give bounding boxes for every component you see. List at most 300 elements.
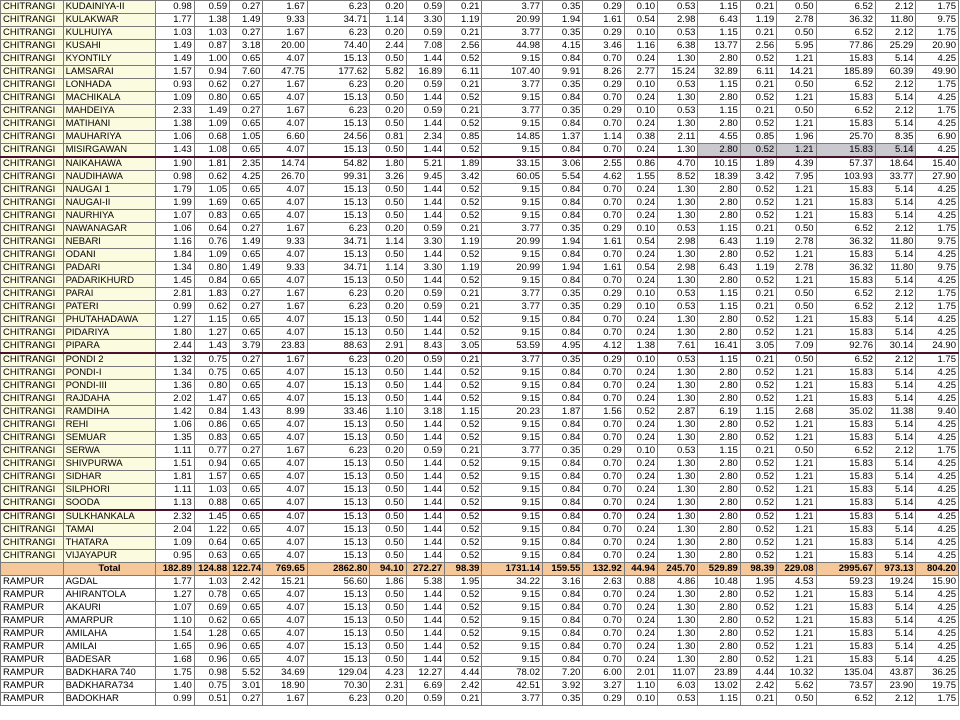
cell-value[interactable]: 4.15: [543, 40, 583, 53]
cell-value[interactable]: 15.24: [658, 66, 698, 79]
cell-value[interactable]: 4.25: [916, 458, 959, 471]
cell-value[interactable]: 1.81: [156, 471, 194, 484]
cell-value[interactable]: 0.94: [194, 458, 229, 471]
cell-value[interactable]: 9.15: [482, 314, 543, 327]
cell-value[interactable]: 1.15: [445, 406, 482, 419]
cell-value[interactable]: 34.69: [263, 667, 307, 680]
cell-value[interactable]: 1.30: [658, 458, 698, 471]
cell-value[interactable]: 4.25: [916, 550, 959, 563]
cell-value[interactable]: 4.07: [263, 419, 307, 432]
cell-value[interactable]: 0.52: [445, 249, 482, 262]
cell-value[interactable]: 1.43: [194, 340, 229, 354]
cell-value[interactable]: 15.13: [307, 537, 370, 550]
cell-value[interactable]: 0.70: [583, 380, 624, 393]
cell-block[interactable]: RAMPUR: [1, 667, 64, 680]
cell-value[interactable]: 0.59: [406, 353, 444, 367]
cell-value[interactable]: 0.20: [370, 223, 406, 236]
cell-value[interactable]: 6.52: [816, 27, 876, 40]
cell-value[interactable]: 0.84: [543, 197, 583, 210]
cell-value[interactable]: 9.15: [482, 589, 543, 602]
cell-value[interactable]: 0.84: [543, 484, 583, 497]
cell-value[interactable]: 0.52: [740, 524, 776, 537]
cell-value[interactable]: 4.25: [916, 510, 959, 524]
cell-value[interactable]: 1.89: [740, 157, 776, 171]
cell-value[interactable]: 15.13: [307, 249, 370, 262]
cell-value[interactable]: 0.53: [658, 288, 698, 301]
cell-value[interactable]: 0.35: [543, 301, 583, 314]
cell-value[interactable]: 0.84: [543, 641, 583, 654]
cell-value[interactable]: 4.07: [263, 249, 307, 262]
cell-value[interactable]: 15.83: [816, 184, 876, 197]
cell-value[interactable]: 1.19: [445, 14, 482, 27]
cell-village[interactable]: PONDI 2: [63, 353, 156, 367]
cell-value[interactable]: 1.44: [406, 510, 444, 524]
cell-value[interactable]: 0.77: [194, 445, 229, 458]
cell-value[interactable]: 0.70: [583, 589, 624, 602]
cell-value[interactable]: 5.14: [876, 524, 916, 537]
cell-value[interactable]: 0.52: [740, 184, 776, 197]
cell-value[interactable]: 0.65: [230, 419, 263, 432]
cell-value[interactable]: 0.21: [445, 693, 482, 706]
cell-value[interactable]: 1.15: [698, 693, 740, 706]
cell-value[interactable]: 2.02: [156, 393, 194, 406]
cell-value[interactable]: 5.14: [876, 197, 916, 210]
cell-value[interactable]: 4.07: [263, 510, 307, 524]
cell-value[interactable]: 0.70: [583, 615, 624, 628]
cell-value[interactable]: 0.20: [370, 79, 406, 92]
cell-value[interactable]: 15.13: [307, 615, 370, 628]
cell-value[interactable]: 0.20: [370, 288, 406, 301]
cell-value[interactable]: 33.15: [482, 157, 543, 171]
cell-value[interactable]: 0.53: [658, 301, 698, 314]
cell-value[interactable]: 4.07: [263, 524, 307, 537]
cell-value[interactable]: 0.62: [194, 171, 229, 184]
cell-value[interactable]: 9.15: [482, 654, 543, 667]
cell-value[interactable]: 70.30: [307, 680, 370, 693]
cell-value[interactable]: 1.44: [406, 327, 444, 340]
cell-value[interactable]: 15.13: [307, 327, 370, 340]
cell-value[interactable]: 1.21: [777, 314, 816, 327]
cell-value[interactable]: 19.75: [916, 680, 959, 693]
cell-value[interactable]: 0.59: [406, 105, 444, 118]
cell-value[interactable]: 1.68: [156, 654, 194, 667]
cell-value[interactable]: 5.14: [876, 380, 916, 393]
cell-value[interactable]: 0.52: [740, 210, 776, 223]
cell-value[interactable]: 9.15: [482, 197, 543, 210]
cell-village[interactable]: BADOKHAR: [63, 693, 156, 706]
cell-value[interactable]: 0.84: [543, 275, 583, 288]
cell-value[interactable]: 0.83: [194, 210, 229, 223]
cell-value[interactable]: 0.78: [194, 589, 229, 602]
cell-block[interactable]: CHITRANGI: [1, 53, 64, 66]
cell-value[interactable]: 2.80: [698, 602, 740, 615]
cell-value[interactable]: 12.27: [406, 667, 444, 680]
cell-value[interactable]: 35.02: [816, 406, 876, 419]
cell-value[interactable]: 3.16: [543, 576, 583, 589]
cell-value[interactable]: 36.32: [816, 236, 876, 249]
cell-value[interactable]: 2.80: [698, 458, 740, 471]
cell-value[interactable]: 0.52: [445, 393, 482, 406]
cell-value[interactable]: 0.50: [370, 432, 406, 445]
cell-value[interactable]: 2.12: [876, 79, 916, 92]
cell-block[interactable]: CHITRANGI: [1, 157, 64, 171]
cell-value[interactable]: 15.13: [307, 393, 370, 406]
cell-value[interactable]: 0.20: [370, 1, 406, 14]
cell-value[interactable]: 1.34: [156, 262, 194, 275]
cell-value[interactable]: 4.62: [583, 171, 624, 184]
cell-village[interactable]: NAUDIHAWA: [63, 171, 156, 184]
cell-value[interactable]: 1.30: [658, 419, 698, 432]
cell-value[interactable]: 1.44: [406, 367, 444, 380]
cell-block[interactable]: CHITRANGI: [1, 210, 64, 223]
cell-value[interactable]: 1.07: [156, 602, 194, 615]
cell-value[interactable]: 1.44: [406, 641, 444, 654]
cell-value[interactable]: 5.14: [876, 367, 916, 380]
cell-value[interactable]: 0.10: [624, 27, 657, 40]
cell-value[interactable]: 0.27: [230, 223, 263, 236]
cell-block[interactable]: CHITRANGI: [1, 262, 64, 275]
cell-value[interactable]: 16.89: [406, 66, 444, 79]
cell-value[interactable]: 0.84: [543, 393, 583, 406]
cell-value[interactable]: 15.83: [816, 53, 876, 66]
cell-value[interactable]: 3.92: [543, 680, 583, 693]
cell-value[interactable]: 0.50: [777, 79, 816, 92]
cell-value[interactable]: 1.56: [583, 406, 624, 419]
cell-value[interactable]: 0.10: [624, 79, 657, 92]
cell-village[interactable]: PIDARIYA: [63, 327, 156, 340]
cell-value[interactable]: 0.52: [445, 92, 482, 105]
cell-value[interactable]: 0.50: [370, 550, 406, 563]
cell-value[interactable]: 4.23: [370, 667, 406, 680]
cell-value[interactable]: 6.52: [816, 353, 876, 367]
cell-value[interactable]: 1.65: [156, 641, 194, 654]
cell-value[interactable]: 0.70: [583, 393, 624, 406]
cell-value[interactable]: 43.87: [876, 667, 916, 680]
cell-value[interactable]: 0.35: [543, 105, 583, 118]
cell-value[interactable]: 1.30: [658, 210, 698, 223]
cell-value[interactable]: 2.80: [698, 471, 740, 484]
cell-value[interactable]: 0.24: [624, 380, 657, 393]
cell-value[interactable]: 0.50: [370, 249, 406, 262]
cell-value[interactable]: 1.30: [658, 615, 698, 628]
cell-value[interactable]: 0.20: [370, 301, 406, 314]
cell-value[interactable]: 1.21: [777, 615, 816, 628]
cell-value[interactable]: 33.77: [876, 171, 916, 184]
cell-value[interactable]: 0.54: [624, 262, 657, 275]
cell-village[interactable]: PATERI: [63, 301, 156, 314]
cell-value[interactable]: 7.09: [777, 340, 816, 354]
cell-value[interactable]: 1.44: [406, 184, 444, 197]
cell-value[interactable]: 73.57: [816, 680, 876, 693]
cell-value[interactable]: 103.93: [816, 171, 876, 184]
cell-value[interactable]: 1.30: [658, 497, 698, 511]
cell-value[interactable]: 0.64: [194, 537, 229, 550]
cell-village[interactable]: MAHDEIYA: [63, 105, 156, 118]
cell-value[interactable]: 0.65: [230, 458, 263, 471]
cell-value[interactable]: 9.15: [482, 524, 543, 537]
cell-value[interactable]: 0.27: [230, 105, 263, 118]
cell-value[interactable]: 16.41: [698, 340, 740, 354]
cell-value[interactable]: 0.29: [583, 223, 624, 236]
cell-village[interactable]: PARAI: [63, 288, 156, 301]
cell-value[interactable]: 7.95: [777, 171, 816, 184]
cell-value[interactable]: 4.25: [230, 171, 263, 184]
cell-block[interactable]: CHITRANGI: [1, 340, 64, 354]
cell-value[interactable]: 0.52: [445, 314, 482, 327]
cell-value[interactable]: 769.65: [263, 563, 307, 576]
cell-value[interactable]: 6.23: [307, 105, 370, 118]
cell-value[interactable]: 9.75: [916, 262, 959, 275]
cell-value[interactable]: 3.05: [445, 340, 482, 354]
cell-value[interactable]: 1.67: [263, 445, 307, 458]
cell-value[interactable]: 1.30: [658, 327, 698, 340]
cell-value[interactable]: 132.92: [583, 563, 624, 576]
cell-value[interactable]: 1.79: [156, 184, 194, 197]
cell-village[interactable]: KULHUIYA: [63, 27, 156, 40]
cell-value[interactable]: 0.10: [624, 105, 657, 118]
cell-value[interactable]: 9.15: [482, 602, 543, 615]
cell-value[interactable]: 6.23: [307, 223, 370, 236]
cell-value[interactable]: 0.21: [445, 353, 482, 367]
cell-block[interactable]: CHITRANGI: [1, 1, 64, 14]
cell-value[interactable]: 0.50: [370, 654, 406, 667]
cell-village[interactable]: LAMSARAI: [63, 66, 156, 79]
cell-value[interactable]: 0.24: [624, 471, 657, 484]
cell-value[interactable]: 124.88: [194, 563, 229, 576]
cell-value[interactable]: 15.83: [816, 118, 876, 131]
cell-value[interactable]: 185.89: [816, 66, 876, 79]
cell-value[interactable]: 0.21: [740, 105, 776, 118]
cell-value[interactable]: 25.29: [876, 40, 916, 53]
cell-value[interactable]: 15.13: [307, 197, 370, 210]
cell-value[interactable]: 2.81: [156, 288, 194, 301]
cell-value[interactable]: 0.62: [194, 79, 229, 92]
cell-value[interactable]: 6.23: [307, 693, 370, 706]
cell-value[interactable]: 0.52: [445, 471, 482, 484]
cell-value[interactable]: 0.50: [370, 184, 406, 197]
cell-value[interactable]: 1.07: [156, 210, 194, 223]
cell-value[interactable]: 23.90: [876, 680, 916, 693]
cell-value[interactable]: 1.67: [263, 105, 307, 118]
cell-village[interactable]: AMILAI: [63, 641, 156, 654]
cell-value[interactable]: 1.15: [194, 314, 229, 327]
cell-value[interactable]: 15.83: [816, 419, 876, 432]
cell-value[interactable]: 1.75: [916, 105, 959, 118]
cell-value[interactable]: 9.15: [482, 419, 543, 432]
cell-value[interactable]: 9.15: [482, 393, 543, 406]
cell-value[interactable]: 4.07: [263, 92, 307, 105]
cell-value[interactable]: 0.70: [583, 118, 624, 131]
cell-value[interactable]: 5.14: [876, 249, 916, 262]
cell-value[interactable]: 0.50: [777, 223, 816, 236]
cell-value[interactable]: 0.29: [583, 27, 624, 40]
cell-value[interactable]: 4.07: [263, 432, 307, 445]
cell-block[interactable]: CHITRANGI: [1, 419, 64, 432]
cell-value[interactable]: 1.06: [156, 131, 194, 144]
cell-value[interactable]: 1.30: [658, 510, 698, 524]
cell-value[interactable]: 15.13: [307, 275, 370, 288]
cell-value[interactable]: 4.07: [263, 641, 307, 654]
cell-value[interactable]: 2995.67: [816, 563, 876, 576]
cell-value[interactable]: 34.71: [307, 236, 370, 249]
cell-value[interactable]: 0.59: [406, 79, 444, 92]
cell-value[interactable]: 0.84: [543, 144, 583, 158]
cell-value[interactable]: 0.84: [543, 497, 583, 511]
cell-value[interactable]: 1.44: [406, 393, 444, 406]
cell-value[interactable]: 1.15: [698, 301, 740, 314]
cell-block[interactable]: CHITRANGI: [1, 471, 64, 484]
cell-value[interactable]: 0.70: [583, 654, 624, 667]
cell-value[interactable]: 0.70: [583, 53, 624, 66]
cell-value[interactable]: 15.13: [307, 419, 370, 432]
cell-value[interactable]: 0.65: [230, 615, 263, 628]
cell-value[interactable]: 1.30: [658, 602, 698, 615]
cell-village[interactable]: AMILAHA: [63, 628, 156, 641]
cell-value[interactable]: 1.27: [194, 327, 229, 340]
cell-value[interactable]: 2.91: [370, 340, 406, 354]
cell-value[interactable]: 4.25: [916, 497, 959, 511]
cell-value[interactable]: 5.14: [876, 184, 916, 197]
cell-value[interactable]: 1.03: [194, 27, 229, 40]
cell-value[interactable]: 15.83: [816, 589, 876, 602]
cell-village[interactable]: NAWANAGAR: [63, 223, 156, 236]
cell-value[interactable]: 0.24: [624, 602, 657, 615]
cell-value[interactable]: 1.37: [543, 131, 583, 144]
cell-value[interactable]: 3.77: [482, 79, 543, 92]
cell-value[interactable]: 1.16: [156, 236, 194, 249]
cell-value[interactable]: 0.29: [583, 105, 624, 118]
cell-value[interactable]: 804.20: [916, 563, 959, 576]
cell-value[interactable]: 1.30: [658, 628, 698, 641]
cell-value[interactable]: 0.50: [370, 510, 406, 524]
cell-value[interactable]: 6.19: [698, 406, 740, 419]
cell-value[interactable]: 5.14: [876, 118, 916, 131]
cell-value[interactable]: 20.90: [916, 40, 959, 53]
cell-value[interactable]: 6.43: [698, 14, 740, 27]
cell-value[interactable]: 4.07: [263, 210, 307, 223]
cell-value[interactable]: 2.80: [698, 275, 740, 288]
cell-value[interactable]: 0.24: [624, 249, 657, 262]
cell-value[interactable]: 1.15: [698, 445, 740, 458]
cell-value[interactable]: 1.03: [194, 576, 229, 589]
cell-value[interactable]: 0.29: [583, 693, 624, 706]
cell-value[interactable]: 2.80: [698, 53, 740, 66]
cell-value[interactable]: 1.21: [777, 654, 816, 667]
cell-value[interactable]: 1.49: [156, 40, 194, 53]
cell-value[interactable]: 0.86: [624, 157, 657, 171]
cell-value[interactable]: 1.19: [740, 262, 776, 275]
cell-value[interactable]: 0.24: [624, 524, 657, 537]
cell-value[interactable]: 8.52: [658, 171, 698, 184]
cell-value[interactable]: 0.27: [230, 288, 263, 301]
cell-value[interactable]: 8.43: [406, 340, 444, 354]
cell-value[interactable]: 15.83: [816, 524, 876, 537]
cell-value[interactable]: 42.51: [482, 680, 543, 693]
cell-value[interactable]: 1.94: [543, 262, 583, 275]
cell-value[interactable]: 0.21: [740, 301, 776, 314]
cell-value[interactable]: 0.84: [543, 419, 583, 432]
cell-value[interactable]: 6.23: [307, 79, 370, 92]
cell-value[interactable]: 33.46: [307, 406, 370, 419]
cell-value[interactable]: 0.21: [445, 79, 482, 92]
cell-value[interactable]: 1.75: [916, 223, 959, 236]
cell-value[interactable]: 15.21: [263, 576, 307, 589]
cell-value[interactable]: 4.25: [916, 314, 959, 327]
cell-value[interactable]: 4.25: [916, 327, 959, 340]
cell-value[interactable]: 4.07: [263, 393, 307, 406]
cell-value[interactable]: 0.70: [583, 92, 624, 105]
cell-value[interactable]: 1.00: [194, 53, 229, 66]
cell-value[interactable]: 5.14: [876, 144, 916, 158]
cell-value[interactable]: 1.77: [156, 14, 194, 27]
cell-value[interactable]: 9.15: [482, 210, 543, 223]
cell-value[interactable]: 98.39: [740, 563, 776, 576]
cell-value[interactable]: 1.44: [406, 432, 444, 445]
cell-value[interactable]: 3.77: [482, 301, 543, 314]
cell-value[interactable]: 0.70: [583, 419, 624, 432]
cell-value[interactable]: 9.15: [482, 92, 543, 105]
cell-value[interactable]: 0.52: [445, 589, 482, 602]
cell-value[interactable]: 4.25: [916, 53, 959, 66]
cell-block[interactable]: CHITRANGI: [1, 131, 64, 144]
cell-value[interactable]: 4.07: [263, 367, 307, 380]
cell-value[interactable]: 2.98: [658, 236, 698, 249]
cell-value[interactable]: 53.59: [482, 340, 543, 354]
cell-value[interactable]: 0.50: [370, 589, 406, 602]
cell-value[interactable]: 9.15: [482, 327, 543, 340]
cell-block[interactable]: CHITRANGI: [1, 380, 64, 393]
cell-value[interactable]: 5.14: [876, 602, 916, 615]
cell-value[interactable]: 3.30: [406, 236, 444, 249]
cell-value[interactable]: 4.39: [777, 157, 816, 171]
cell-value[interactable]: 0.52: [740, 641, 776, 654]
cell-value[interactable]: 0.52: [445, 144, 482, 158]
cell-value[interactable]: 4.86: [658, 576, 698, 589]
cell-value[interactable]: 2.55: [583, 157, 624, 171]
cell-value[interactable]: 1.54: [156, 628, 194, 641]
cell-value[interactable]: 9.15: [482, 184, 543, 197]
cell-value[interactable]: 15.83: [816, 92, 876, 105]
cell-value[interactable]: 4.25: [916, 615, 959, 628]
cell-value[interactable]: 1.14: [370, 236, 406, 249]
cell-value[interactable]: 0.21: [740, 445, 776, 458]
cell-value[interactable]: 9.15: [482, 432, 543, 445]
cell-value[interactable]: 1.75: [156, 667, 194, 680]
cell-value[interactable]: 0.84: [543, 432, 583, 445]
cell-value[interactable]: 1.35: [156, 432, 194, 445]
cell-value[interactable]: 0.52: [445, 327, 482, 340]
cell-value[interactable]: 0.84: [543, 367, 583, 380]
cell-value[interactable]: 0.52: [445, 184, 482, 197]
cell-value[interactable]: 9.33: [263, 262, 307, 275]
cell-value[interactable]: 1.38: [156, 118, 194, 131]
cell-value[interactable]: 4.07: [263, 118, 307, 131]
cell-value[interactable]: 3.18: [406, 406, 444, 419]
cell-village[interactable]: SULKHANKALA: [63, 510, 156, 524]
cell-value[interactable]: 0.65: [230, 275, 263, 288]
cell-value[interactable]: 2.12: [876, 353, 916, 367]
cell-value[interactable]: 1.21: [777, 641, 816, 654]
cell-value[interactable]: 15.83: [816, 510, 876, 524]
cell-value[interactable]: 107.40: [482, 66, 543, 79]
cell-value[interactable]: 1.69: [194, 197, 229, 210]
cell-value[interactable]: 20.00: [263, 40, 307, 53]
cell-value[interactable]: 0.29: [583, 1, 624, 14]
cell-value[interactable]: 5.14: [876, 641, 916, 654]
cell-value[interactable]: 15.83: [816, 471, 876, 484]
cell-value[interactable]: 1.15: [698, 288, 740, 301]
cell-value[interactable]: 56.60: [307, 576, 370, 589]
